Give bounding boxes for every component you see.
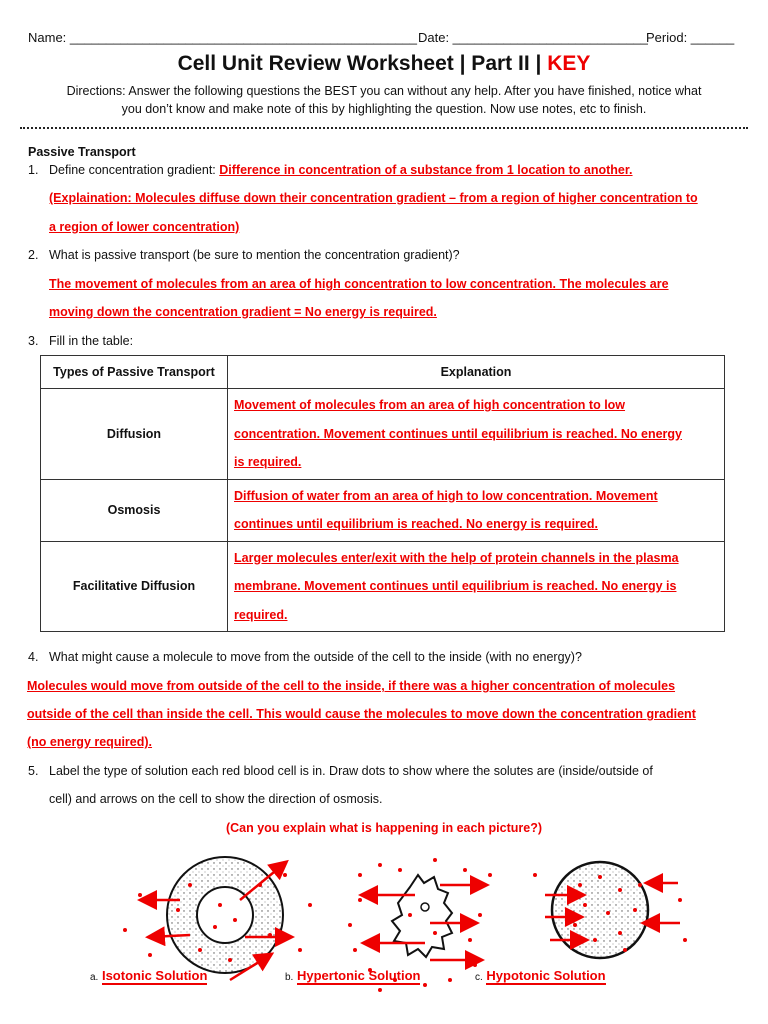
period-field-label: Period: ______: [646, 30, 735, 45]
answer-line: The movement of molecules from an area of high concentration to low concentration. The molecules are: [49, 277, 669, 291]
name-field-label: Name: ________________________________________________: [28, 30, 417, 45]
question-number: 1.: [28, 163, 39, 177]
table-row: [41, 541, 725, 632]
type-cell: Diffusion: [41, 389, 228, 480]
question-text: Define concentration gradient:: [49, 163, 216, 177]
title-key: KEY: [547, 52, 591, 75]
explain-prompt: (Can you explain what is happening in each picture?): [225, 821, 542, 835]
label-letter: a.: [90, 972, 99, 983]
directions: [20, 82, 748, 118]
question-text: What is passive transport (be sure to mention the concentration gradient)?: [49, 248, 460, 262]
answer-line: moving down the concentration gradient = No energy is required.: [49, 305, 437, 319]
explanation-cell: Larger molecules enter/exit with the help of protein channels in the plasma membrane. Movement continues until equilibrium is reached. No energy is required.: [228, 541, 725, 632]
question-text: What might cause a molecule to move from the outside of the cell to the inside (with no energy)?: [49, 650, 582, 664]
answer-line: (no energy required).: [27, 735, 153, 749]
answer-line: a region of lower concentration): [49, 220, 240, 234]
answer-line: (Explaination: Molecules diffuse down their concentration gradient – from a region of higher concentration to: [49, 191, 698, 205]
isotonic-cell: [123, 857, 312, 980]
directions-line-2: you don’t know and make note of this by highlighting the question. Now use notes, etc to finish.: [121, 102, 647, 116]
table-row: [41, 479, 725, 541]
question-number: 4.: [28, 650, 39, 664]
table-row: [41, 389, 725, 480]
answer-line: outside of the cell than inside the cell. This would cause the molecules to move down the concentration gradient: [27, 707, 696, 721]
answer-line: Molecules would move from outside of the cell to the inside, if there was a higher concentration of molecules: [27, 679, 676, 693]
table-header-type: Types of Passive Transport: [41, 356, 228, 389]
passive-transport-table: [40, 355, 725, 632]
type-cell: Osmosis: [41, 479, 228, 541]
hypotonic-cell: [533, 862, 687, 958]
explanation-cell: Movement of molecules from an area of high concentration to low concentration. Movement continues until equilibrium is reached. No energy is required.: [228, 389, 725, 480]
question-number: 3.: [28, 334, 39, 348]
question-number: 5.: [28, 764, 39, 778]
label-text: Hypertonic Solution: [296, 968, 421, 983]
label-letter: b.: [285, 972, 294, 983]
page-title: [0, 52, 768, 76]
question-text: Fill in the table:: [49, 334, 134, 348]
label-isotonic: [90, 968, 207, 983]
question-text: Label the type of solution each red blood cell is in. Draw dots to show where the solutes are (inside/outside of: [49, 764, 653, 778]
explanation-cell: Diffusion of water from an area of high to low concentration. Movement continues until equilibrium is reached. No energy is required.: [228, 479, 725, 541]
question-text-continued: cell) and arrows on the cell to show the direction of osmosis.: [49, 792, 383, 806]
date-field-label: Date: ___________________________: [418, 30, 648, 45]
table-header-explanation: Explanation: [228, 356, 725, 389]
answer-line: Difference in concentration of a substance from 1 location to another.: [219, 163, 633, 177]
label-text: Isotonic Solution: [101, 968, 208, 983]
label-hypertonic: [285, 968, 420, 983]
label-letter: c.: [475, 972, 483, 983]
question-number: 2.: [28, 248, 39, 262]
dotted-divider: [20, 127, 748, 129]
label-hypotonic: [475, 968, 606, 983]
section-title: Passive Transport: [28, 145, 136, 159]
label-text: Hypotonic Solution: [486, 968, 606, 983]
title-text: Cell Unit Review Worksheet | Part II |: [177, 52, 542, 75]
directions-line-1: Directions: Answer the following questions the BEST you can without any help. After you have finished, notice what: [66, 84, 702, 98]
type-cell: Facilitative Diffusion: [41, 541, 228, 632]
